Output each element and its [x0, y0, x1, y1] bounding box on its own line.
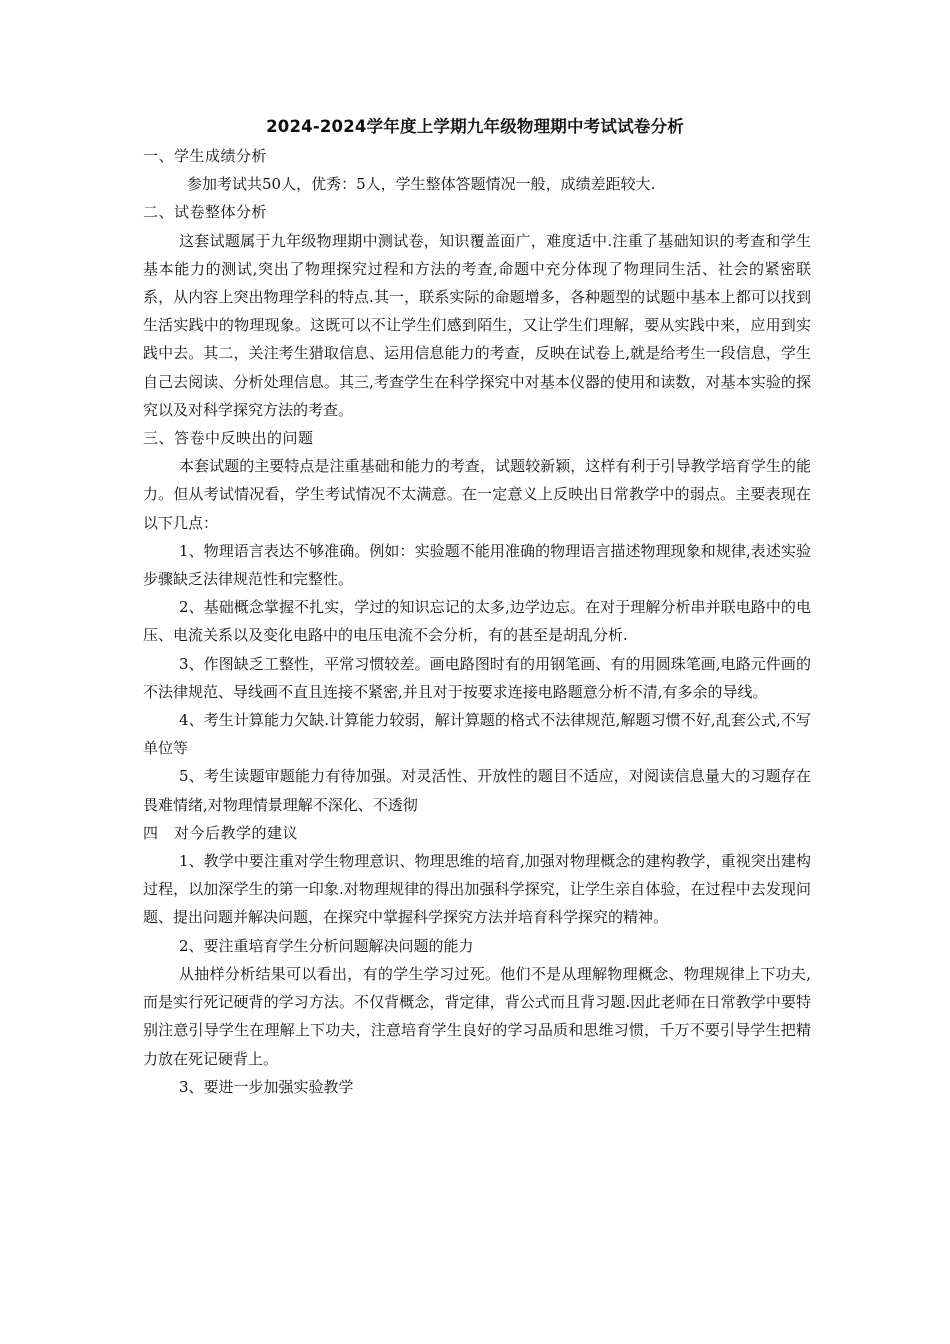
paragraph: 这套试题属于九年级物理期中测试卷，知识覆盖面广，难度适中.注重了基础知识的考查和学生基本能力的测试,突出了物理探究过程和方法的考查,命题中充分体现了物理同生活、社会的紧密联系，从内容上突出物理学科的特点.其一，联系实际的命题增多，各种题型的试题中基本上都可以找到生活实践中的物理现象。这既可以不让学生们感到陌生，又让学生们理解，要从实践中来，应用到实践中去。其二，关注考生猎取信息、运用信息能力的考查，反映在试卷上,就是给考生一段信息，学生自己去阅读、分析处理信息。其三,考查学生在科学探究中对基本仪器的使用和读数，对基本实验的探究以及对科学探究方法的考查。 — [143, 231, 811, 419]
list-item: 4、考生计算能力欠缺.计算能力较弱，解计算题的格式不法律规范,解题习惯不好,乱套公式,不写单位等 — [143, 711, 811, 758]
list-item: 2、基础概念掌握不扎实，学过的知识忘记的太多,边学边忘。在对于理解分析串并联电路中的电压、电流关系以及变化电路中的电压电流不会分析，有的甚至是胡乱分析. — [143, 598, 811, 645]
document-body — [143, 142, 811, 1101]
paragraph: 从抽样分析结果可以看出，有的学生学习过死。他们不是从理解物理概念、物理规律上下功夫,而是实行死记硬背的学习方法。不仅背概念，背定律，背公式而且背习题.因此老师在日常教学中要特别注意引导学生在理解上下功夫，注意培育学生良好的学习品质和思维习惯，千万不要引导学生把精力放在死记硬背上。 — [143, 964, 811, 1068]
section-heading: 三、答卷中反映出的问题 — [143, 429, 314, 448]
list-item: 3、作图缺乏工整性，平常习惯较差。画电路图时有的用钢笔画、有的用圆珠笔画,电路元件画的不法律规范、导线画不直且连接不紧密,并且对于按要求连接电路题意分析不清,有多余的导线。 — [143, 654, 811, 701]
document-title: 2024-2024学年度上学期九年级物理期中考试试卷分析 — [266, 117, 684, 136]
paragraph: 参加考试共50人，优秀：5人，学生整体答题情况一般，成绩差距较大. — [187, 175, 656, 194]
section-heading: 二、试卷整体分析 — [143, 203, 268, 222]
paragraph: 本套试题的主要特点是注重基础和能力的考查，试题较新颖，这样有利于引导教学培育学生的能力。但从考试情况看，学生考试情况不太满意。在一定意义上反映出日常教学中的弱点。主要表现在以下几点： — [143, 457, 811, 532]
section-heading: 一、学生成绩分析 — [143, 147, 268, 165]
list-item: 1、教学中要注重对学生物理意识、物理思维的培育,加强对物理概念的建构教学，重视突出建构过程，以加深学生的第一印象.对物理规律的得出加强科学探究，让学生亲自体验，在过程中去发现问题、提出问题并解决问题，在探究中掌握科学探究方法并培育科学探究的精神。 — [143, 852, 811, 927]
list-item: 1、物理语言表达不够准确。例如：实验题不能用准确的物理语言描述物理现象和规律,表述实验步骤缺乏法律规范性和完整性。 — [143, 541, 811, 589]
list-item: 2、要注重培育学生分析问题解决问题的能力 — [179, 936, 474, 955]
list-item: 5、考生读题审题能力有待加强。对灵活性、开放性的题目不适应，对阅读信息量大的习题存在畏难情绪,对物理情景理解不深化、不透彻 — [143, 767, 811, 814]
list-item: 3、要进一步加强实验教学 — [179, 1077, 354, 1096]
section-heading: 四 对今后教学的建议 — [143, 823, 299, 842]
